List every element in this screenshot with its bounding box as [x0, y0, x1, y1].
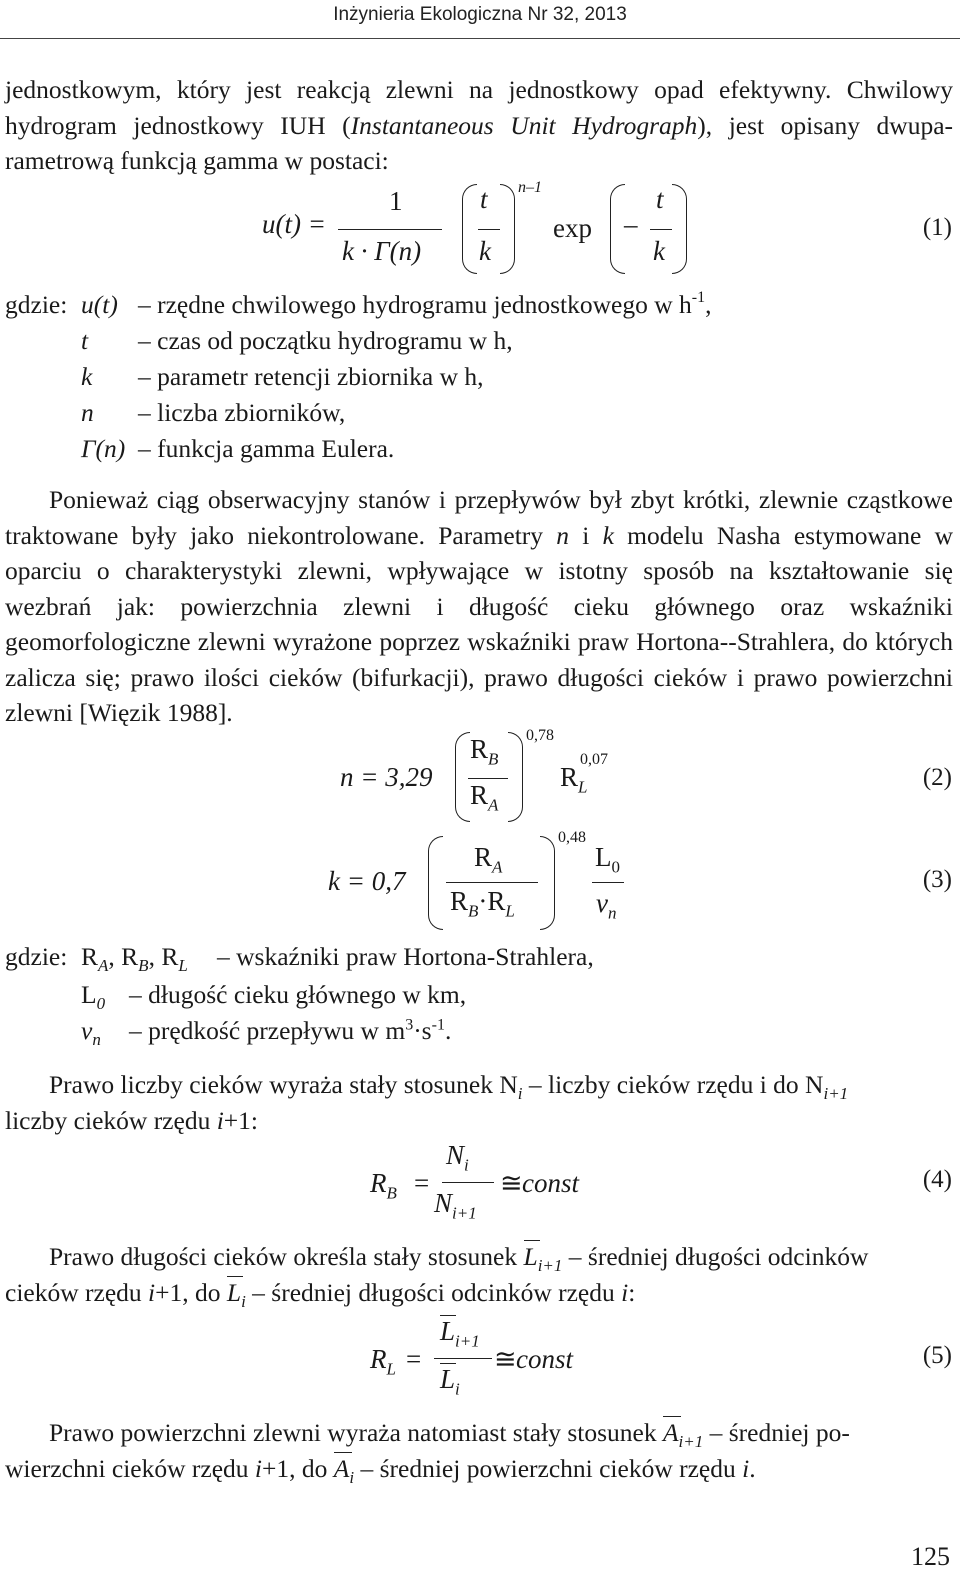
para5-overline [663, 1416, 681, 1417]
eq5-num-l: L [440, 1316, 456, 1346]
eq4-eq: = [414, 1168, 430, 1198]
para5-b: – średniej po- [703, 1418, 850, 1447]
eq5-const: const [516, 1344, 573, 1374]
eq3-den-sub1: B [468, 901, 479, 921]
defs1-desc-5: – funkcja gamma Eulera. [138, 434, 395, 463]
defs2-desc-2: – długość cieku głównego w km, [129, 980, 467, 1009]
para4-sub: i+1 [537, 1256, 563, 1276]
defs2-vn-sub: n [92, 1030, 101, 1050]
defs2-symbols: $R_A$, $R_B$, $R_L$ [81, 942, 188, 976]
eq4-approx: ≅ [500, 1168, 523, 1198]
defs1-desc-1-text: – rzędne chwilowego hydrogramu jednostkowego w h [138, 290, 692, 319]
eq5-num-overline [440, 1315, 456, 1316]
eq2-rl [560, 764, 587, 795]
para2-b: modelu Nasha estymowane w oparciu o charakterystyki zlewni, wpływające w istotny sposób na kształtowanie się wezbrań jak: powierzchnia zlewni i długość cieku głównego oraz wskaźniki geomorfologiczne zlewni wyrażone poprzez wskaźniki praw Hortona--Strahlera, do których zalicza się; prawo ilości cieków (bifurkacji), prawo długości cieków i prawo powierzchni zlewni [Więzik 1988]. [5, 520, 953, 727]
para5-sub: i+1 [678, 1432, 704, 1452]
eq4-const: const [522, 1168, 579, 1198]
defs2-l0-l: L [81, 980, 97, 1009]
eq3-den-sub2: L [505, 901, 515, 921]
para4-a: Prawo długości cieków określa stały stosunek [49, 1242, 524, 1271]
para5-sym2: A [333, 1454, 350, 1483]
eq1-inner-line-2 [650, 229, 672, 230]
defs1-desc-2: – czas od początku hydrogramu w h, [138, 326, 513, 355]
para3-a: Prawo liczby cieków wyraża stały stosunek N [49, 1070, 518, 1099]
para4-c: cieków rzędu [5, 1278, 149, 1307]
para3-sub-i1: i+1 [823, 1084, 849, 1104]
eq3-l0 [595, 844, 620, 875]
defs2-tail: . [444, 1016, 452, 1045]
defs2-desc-3 [129, 1016, 451, 1046]
eq1-exp: exp [553, 213, 592, 243]
eq2-rl-r: R [560, 762, 579, 792]
defs1-sym-5: Γ(n) [81, 434, 126, 463]
eq3-num-r: R [474, 842, 493, 872]
para3-sub-i: i [517, 1084, 523, 1104]
eq3-fraction-line [446, 882, 538, 883]
para4-e-i: i [621, 1278, 629, 1307]
para4-b: – średniej długości odcinków [562, 1242, 869, 1271]
para1-text-a: jednostkowym, który jest reakcją zlewni na jednostkowy opad efektywny. Chwilowy hydrogram jednostkowy IUH ( [5, 75, 953, 140]
para4-sym2: L [226, 1278, 242, 1307]
eq5-den-overline [440, 1363, 456, 1364]
defs2-desc-3-text: – prędkość przepływu w m [129, 1016, 406, 1045]
defs2-sup2: -1 [431, 1016, 445, 1034]
para5-e: – średniej powierzchni cieków rzędu [354, 1454, 743, 1483]
header-rule [0, 38, 960, 39]
eq2-den-sub: A [488, 795, 499, 815]
defs2-l0 [81, 980, 105, 1014]
defs1-sym-2: t [81, 326, 89, 355]
eq3-l0-l: L [595, 842, 612, 872]
eq4-number: (4) [922, 1166, 952, 1193]
eq3-vn [596, 890, 616, 921]
eq3-den-r2: R [487, 886, 506, 916]
para5-e-i: i [742, 1454, 750, 1483]
page-number: 125 [911, 1542, 950, 1571]
para4-overline-2 [227, 1276, 243, 1277]
eq5-eq: = [406, 1344, 422, 1374]
eq2-num [470, 736, 498, 767]
eq5-den-sub: i [455, 1379, 460, 1399]
eq2-right-paren [508, 732, 523, 822]
para1-italic: Instantaneous Unit Hydrograph [350, 110, 698, 140]
defs2-r1: R [81, 942, 99, 971]
eq4-den-n: N [434, 1188, 453, 1218]
para5-d: +1, do [262, 1454, 334, 1483]
paragraph-bifurcation-line-1 [49, 1070, 848, 1104]
para5-c-i: i [254, 1454, 263, 1483]
defs2-sub-b: B [138, 956, 149, 976]
equation-1 [0, 180, 960, 280]
defs1-sym-4: n [81, 398, 94, 427]
eq5-den-l: L [440, 1364, 456, 1394]
eq5-lhs-r: R [370, 1344, 387, 1374]
para5-c: wierzchni cieków rzędu [5, 1454, 255, 1483]
eq2-lhs [340, 764, 432, 791]
eq3-vn-v: v [596, 888, 608, 918]
para3-c: liczby cieków rzędu [5, 1106, 217, 1135]
para5-a: Prawo powierzchni zlewni wyraża natomiast stały stosunek [49, 1418, 663, 1447]
defs2-sup1: 3 [405, 1016, 414, 1034]
defs2-desc-1: – wskaźniki praw Hortona-Strahlera, [217, 942, 594, 971]
defs2-sub-l: L [178, 956, 188, 976]
para4-overline [524, 1240, 540, 1241]
eq3-den-r: R [450, 886, 469, 916]
running-header: Inżynieria Ekologiczna Nr 32, 2013 [333, 4, 627, 25]
paragraph-intro [5, 72, 953, 179]
defs1-desc-3: – parametr retencji zbiornika w h, [138, 362, 484, 391]
paragraph-length-line-2 [5, 1278, 635, 1312]
eq4-lhs [370, 1170, 397, 1201]
equation-3 [0, 828, 960, 938]
eq2-den-r: R [470, 780, 489, 810]
eq3-fraction-line-2 [592, 882, 624, 883]
para4-d: +1, do [155, 1278, 227, 1307]
eq3-right-paren [540, 836, 555, 930]
para4-lbar [524, 1242, 563, 1276]
eq1-inner-line [478, 229, 500, 230]
eq4-den-sub: i+1 [452, 1203, 477, 1223]
defs1-tail: , [705, 290, 712, 319]
eq5-number: (5) [922, 1342, 952, 1369]
defs1-lead: gdzie: [5, 290, 68, 319]
eq1-number: (1) [922, 214, 952, 241]
eq4-num-sub: i [464, 1155, 469, 1175]
eq5-den [440, 1366, 460, 1397]
paragraph-area-line-2 [5, 1454, 756, 1488]
para2-k: k [602, 520, 614, 550]
defs1-desc-1 [138, 290, 711, 320]
eq3-lhs [328, 868, 405, 895]
para3-c-i: i [216, 1106, 224, 1135]
eq1-right-paren-2 [672, 184, 687, 274]
paragraph-length-line-1 [49, 1242, 868, 1276]
eq1-power: n–1 [518, 179, 542, 196]
eq3-number: (3) [922, 866, 952, 893]
paragraph-nash-parameters [5, 482, 953, 731]
para4-lbar-2 [227, 1278, 246, 1312]
eq4-den [434, 1190, 477, 1221]
eq3-num-sub: A [492, 857, 503, 877]
eq5-num [440, 1318, 480, 1349]
eq3-power: 0,48 [558, 829, 586, 846]
eq2-power: 0,78 [526, 727, 554, 744]
eq2-num-r: R [470, 734, 489, 764]
eq1-right-paren [500, 184, 515, 274]
para4-sub2: i [241, 1292, 246, 1312]
eq4-num [446, 1142, 469, 1173]
eq1-lhs: u(t) = [262, 209, 326, 239]
para3-d: +1: [223, 1106, 259, 1135]
defs2-sub-a: A [98, 956, 109, 976]
eq2-fraction-line [468, 778, 508, 779]
para2-a: Ponieważ ciąg obserwacyjny stanów i przepływów był zbyt krótki, zlewnie cząstkowe traktowane były jako niekontrolowane. Parametry [5, 485, 953, 550]
paragraph-bifurcation-line-2 [5, 1106, 258, 1136]
eq2-num-sub: B [488, 749, 499, 769]
eq4-lhs-sub: B [386, 1183, 397, 1203]
eq4-fraction-line [442, 1182, 494, 1183]
eq3-vn-sub: n [607, 903, 617, 923]
para4-sym: L [523, 1242, 538, 1271]
para5-f: . [749, 1454, 756, 1483]
defs1-sup: -1 [691, 288, 706, 306]
para4-c-i: i [148, 1278, 156, 1307]
eq1-denominator: k · Γ(n) [342, 236, 422, 266]
eq2-rl-power: 0,07 [580, 751, 608, 768]
eq5-num-sub: i+1 [455, 1331, 480, 1351]
defs1-sym-1: u(t) [81, 290, 118, 319]
eq3-den [450, 888, 515, 919]
eq3-lhs-text: k = 0,7 [328, 866, 406, 896]
defs1-sym-3: k [81, 362, 93, 391]
equation-2 [0, 722, 960, 822]
eq1-k-den: k [479, 236, 491, 266]
para4-f: : [628, 1278, 636, 1307]
eq5-approx: ≅ [494, 1344, 517, 1374]
para5-sub2: i [349, 1468, 355, 1488]
eq2-den [470, 782, 498, 813]
defs2-r2: R [121, 942, 139, 971]
defs2-lead: gdzie: [5, 942, 68, 971]
eq5-fraction-line [434, 1358, 492, 1359]
paragraph-area-line-1 [49, 1418, 850, 1452]
eq5-lhs [370, 1346, 396, 1377]
eq3-left-paren [428, 836, 443, 930]
defs2-mid: ·s [413, 1016, 432, 1045]
eq3-num [474, 844, 502, 875]
para5-sym: A [662, 1418, 679, 1447]
eq1-minus: – [624, 209, 638, 239]
defs2-vn-v: v [81, 1016, 93, 1045]
equation-4 [0, 1142, 960, 1232]
eq2-left-paren [455, 732, 470, 822]
eq2-lhs-text: n = 3,29 [340, 762, 433, 792]
para5-overline-2 [334, 1452, 352, 1453]
eq1-numerator: 1 [389, 186, 403, 216]
eq4-num-n: N [446, 1140, 465, 1170]
para5-abar-2 [334, 1454, 354, 1488]
eq2-rl-sub: L [578, 777, 588, 797]
para3-b: – liczby cieków rzędu i do N [522, 1070, 824, 1099]
eq1-k-den-2: k [653, 236, 665, 266]
eq3-dot: · [478, 886, 488, 916]
defs2-vn [81, 1016, 101, 1050]
eq5-lhs-sub: L [386, 1359, 396, 1379]
eq3-l0-sub: 0 [611, 857, 620, 877]
para5-abar [663, 1418, 703, 1452]
defs1-desc-4: – liczba zbiorników, [138, 398, 346, 427]
defs2-r3: R [161, 942, 179, 971]
eq1-left-paren [462, 184, 477, 274]
para4-e: – średniej długości odcinków rzędu [245, 1278, 622, 1307]
defs2-l0-sub: 0 [96, 994, 106, 1014]
equation-5 [0, 1318, 960, 1408]
eq4-lhs-r: R [370, 1168, 387, 1198]
eq2-number: (2) [922, 764, 952, 791]
eq1-fraction-line [338, 229, 442, 230]
para2-n: n [556, 520, 570, 550]
eq1-t-num-2: t [656, 184, 664, 214]
para2-mid: i [569, 520, 603, 550]
eq1-left-paren-2 [610, 184, 625, 274]
eq1-t-num: t [480, 184, 488, 214]
para1-text-b: ), jest opisany dwupa-rametrową funkcją gamma w postaci: [5, 110, 953, 175]
